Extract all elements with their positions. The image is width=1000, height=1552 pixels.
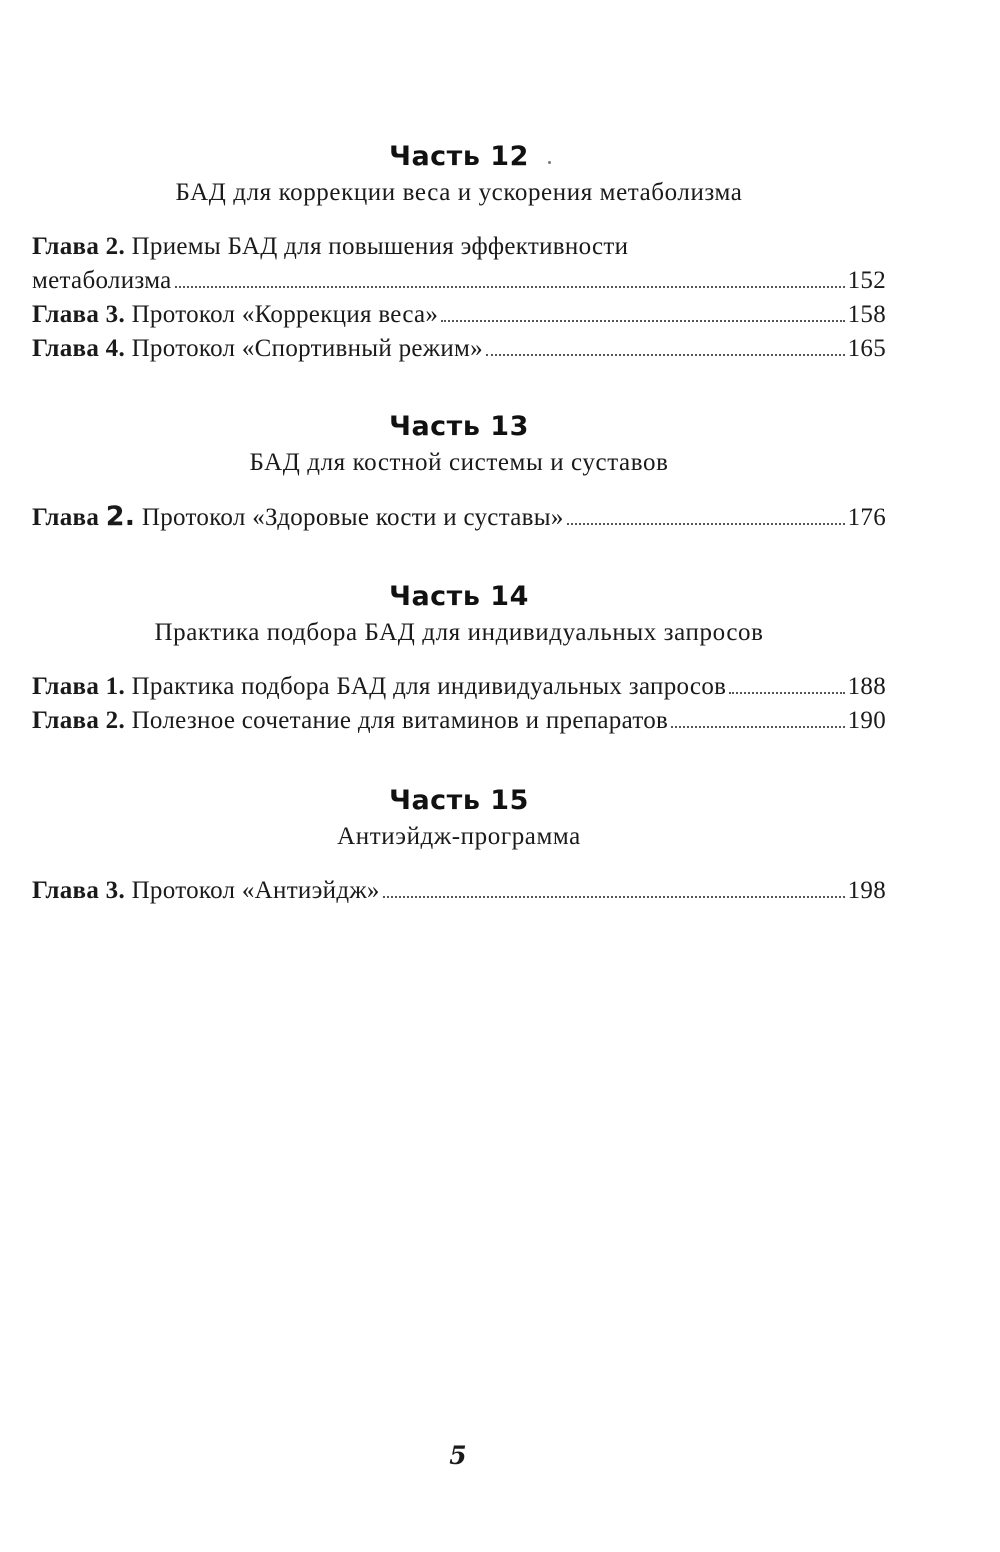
dot-leader — [486, 354, 845, 356]
chapter-label: Глава 2. — [32, 707, 126, 734]
part-13 — [32, 410, 886, 535]
part-heading: Часть 15 — [389, 785, 529, 816]
chapter-label-number: 2. — [105, 501, 136, 532]
chapter-title: Протокол «Спортивный режим» — [131, 335, 483, 362]
chapter-page-number: 152 — [847, 267, 886, 294]
part-subtitle: БАД для костной системы и суставов — [249, 449, 669, 476]
dot-leader — [671, 726, 844, 728]
part-heading: Часть 13 — [389, 411, 529, 442]
chapter-entry-line-2 — [32, 264, 886, 298]
chapter-list — [32, 874, 886, 908]
chapter-title-continued: метаболизма — [32, 267, 172, 294]
chapter-label: Глава 4. — [32, 335, 126, 362]
chapter-title: Протокол «Коррекция веса» — [131, 301, 439, 328]
chapter-list — [32, 500, 886, 535]
chapter-label: Глава 1. — [32, 673, 126, 700]
chapter-list — [32, 670, 886, 738]
chapter-title: Практика подбора БАД для индивидуальных запросов — [131, 673, 727, 700]
part-heading: Часть 14 — [389, 581, 529, 612]
page-number: 5 — [449, 1441, 467, 1470]
chapter-page-number: 158 — [847, 301, 886, 328]
dot-leader — [383, 896, 845, 898]
chapter-entry[interactable] — [32, 332, 886, 366]
chapter-entry-line-1 — [32, 230, 886, 264]
chapter-page-number: 165 — [847, 335, 886, 362]
chapter-page-number: 188 — [847, 673, 886, 700]
dot-leader — [567, 523, 845, 525]
chapter-label: Глава 2. — [32, 233, 126, 260]
part-14 — [32, 580, 886, 738]
chapter-page-number: 198 — [847, 877, 886, 904]
part-15 — [32, 784, 886, 908]
chapter-entry[interactable] — [32, 500, 886, 535]
chapter-entry[interactable] — [32, 874, 886, 908]
chapter-label: Глава 3. — [32, 301, 126, 328]
dot-leader — [729, 692, 844, 694]
chapter-entry[interactable] — [32, 230, 886, 298]
chapter-title: Протокол «Здоровые кости и суставы» — [141, 504, 564, 531]
part-subtitle: Практика подбора БАД для индивидуальных запросов — [154, 619, 764, 646]
chapter-title: Приемы БАД для повышения эффективности — [131, 233, 629, 260]
dot-leader — [441, 320, 844, 322]
chapter-page-number: 176 — [847, 504, 886, 531]
part-subtitle: Антиэйдж-программа — [337, 823, 581, 850]
chapter-entry[interactable] — [32, 704, 886, 738]
chapter-title: Полезное сочетание для витаминов и препаратов — [131, 707, 669, 734]
part-12 — [32, 140, 886, 366]
part-subtitle: БАД для коррекции веса и ускорения метаболизма — [175, 179, 743, 206]
dot-leader — [175, 286, 845, 288]
chapter-entry[interactable] — [32, 298, 886, 332]
chapter-label-word: Глава — [32, 504, 100, 531]
chapter-list — [32, 230, 886, 366]
chapter-entry[interactable] — [32, 670, 886, 704]
chapter-label — [32, 500, 135, 535]
chapter-page-number: 190 — [847, 707, 886, 734]
part-heading: Часть 12 — [389, 141, 529, 172]
chapter-title: Протокол «Антиэйдж» — [131, 877, 380, 904]
chapter-label: Глава 3. — [32, 877, 126, 904]
